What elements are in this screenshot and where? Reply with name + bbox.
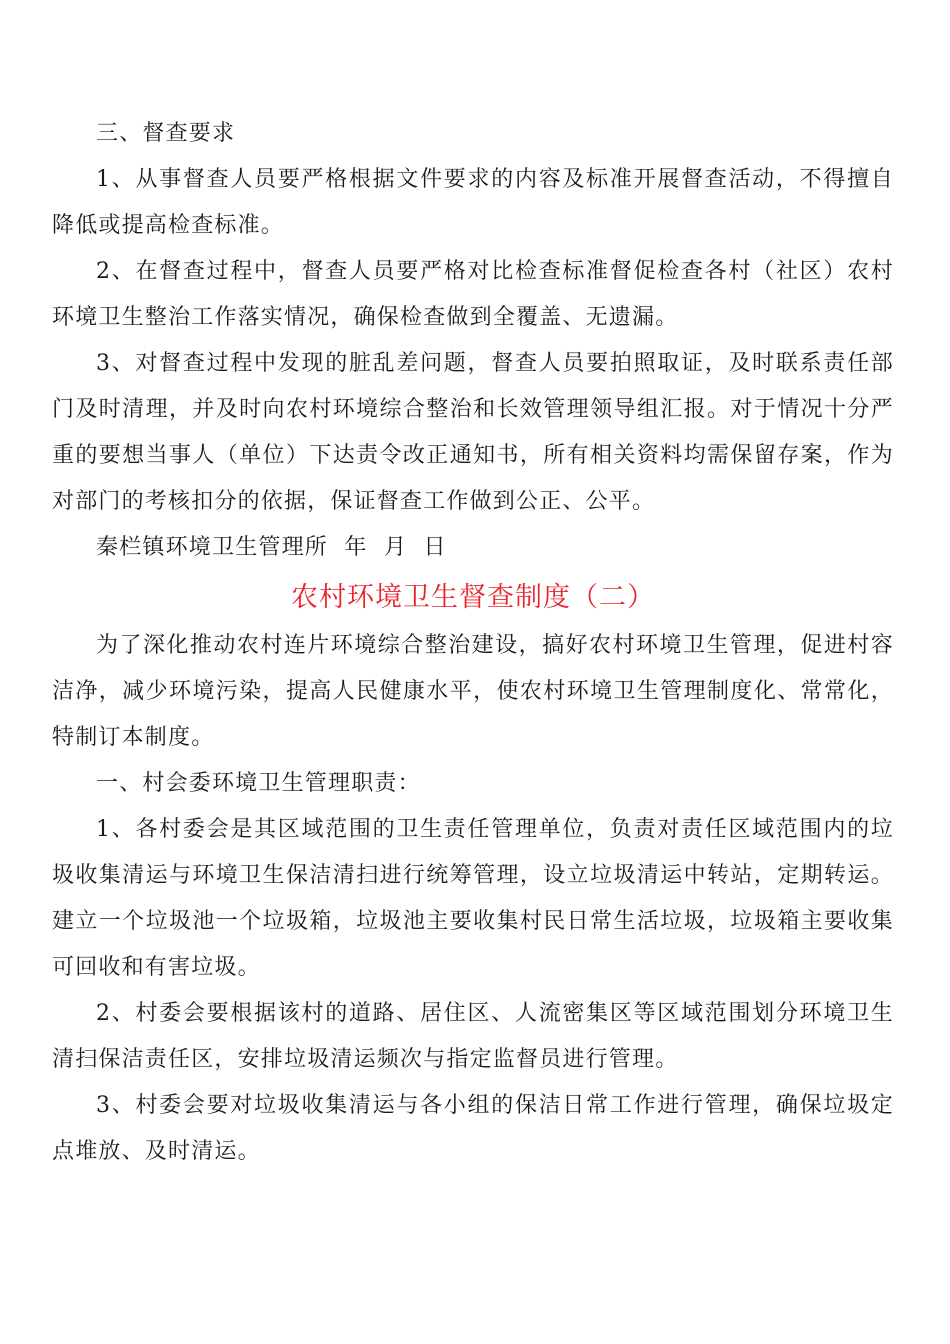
paragraph: 2、在督查过程中，督查人员要严格对比检查标准督促检查各村（社区）农村环境卫生整治工作落实情况，确保检查做到全覆盖、无遗漏。 [52, 259, 894, 330]
paragraph: 3、对督查过程中发现的脏乱差问题，督查人员要拍照取证，及时联系责任部门及时清理，并及时向农村环境综合整治和长效管理领导组汇报。对于情况十分严重的要想当事人（单位）下达责令改正通知书，所有相关资料均需保留存案，作为对部门的考核扣分的依据，保证督查工作做到公正、公平。 [52, 351, 894, 514]
section-heading-supervision-requirements: 三、督查要求 [96, 121, 236, 146]
paragraph: 2、村委会要根据该村的道路、居住区、人流密集区等区域范围划分环境卫生清扫保洁责任区，安排垃圾清运频次与指定监督员进行管理。 [52, 1001, 894, 1072]
document-title: 农村环境卫生督查制度（二） [291, 582, 655, 613]
paragraph: 3、村委会要对垃圾收集清运与各小组的保洁日常工作进行管理，确保垃圾定点堆放、及时清运。 [52, 1093, 894, 1164]
signature-line: 秦栏镇环境卫生管理所 年 月 日 [96, 535, 447, 560]
paragraph: 1、各村委会是其区域范围的卫生责任管理单位，负责对责任区域范围内的垃圾收集清运与环境卫生保洁清扫进行统筹管理，设立垃圾清运中转站，定期转运。建立一个垃圾池一个垃圾箱，垃圾池主要收集村民日常生活垃圾，垃圾箱主要收集可回收和有害垃圾。 [52, 817, 894, 980]
section-heading-village-duties: 一、村会委环境卫生管理职责： [96, 771, 421, 796]
intro-paragraph: 为了深化推动农村连片环境综合整治建设，搞好农村环境卫生管理，促进村容洁净，减少环境污染，提高人民健康水平，使农村环境卫生管理制度化、常常化，特制订本制度。 [52, 633, 894, 750]
paragraph: 1、从事督查人员要严格根据文件要求的内容及标准开展督查活动，不得擅自降低或提高检查标准。 [52, 167, 894, 238]
